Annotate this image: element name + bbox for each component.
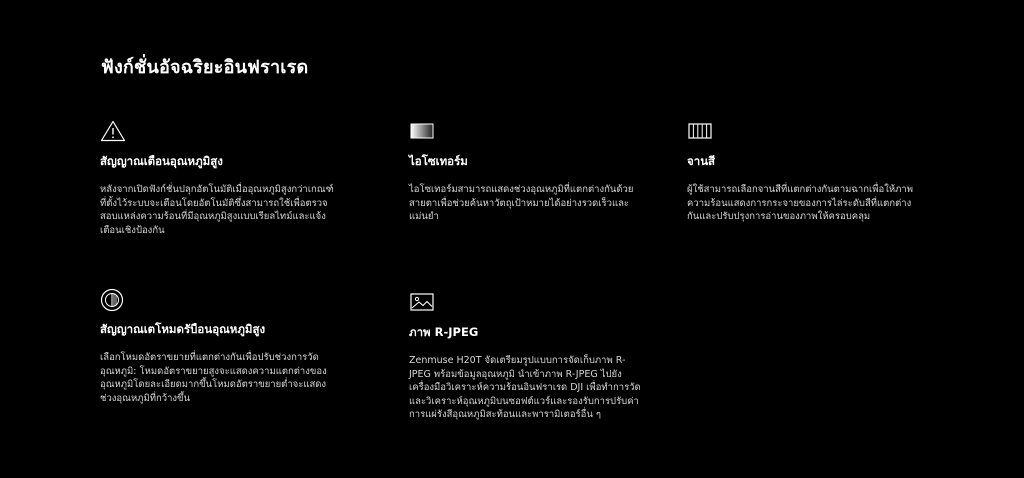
feature-title: ไอโซเทอร์ม: [409, 154, 468, 168]
image-icon: [409, 291, 659, 313]
gradient-icon: [409, 120, 659, 142]
feature-card-r-jpeg: [409, 291, 659, 422]
feature-title: จานสี: [687, 154, 716, 168]
feature-card-palette: [687, 120, 937, 224]
feature-description: เลือกโหมดอัตราขยายที่แตกต่างกันเพื่อปรับช่วงการวัดอุณหภูมิ: โหมดอัตราขยายสูงจะแสดงความแตกต่างของอุณหภูมิโดยละเอียดมากขึ้นโหมดอัตราขยายต่ำจะแสดงช่วงอุณหภูมิที่กว้างขึ้น: [100, 352, 327, 404]
page-title: ฟังก์ชั่นอัจฉริยะอินฟราเรด: [101, 57, 309, 78]
feature-card-high-temp-alarm: [100, 120, 350, 237]
feature-description: หลังจากเปิดฟังก์ชั่นปลุกอัตโนมัติเมื่ออุณหภูมิสูงกว่าเกณฑ์ที่ตั้งไว้ระบบจะเตือนโดยอัตโนมัติซึ่งสามารถใช้เพื่อตรวจสอบแหล่งความร้อนที่มีอุณหภูมิสูงแบบเรียลไทม์และแจ้งเตือนเชิงป้องกัน: [100, 184, 334, 236]
feature-title: สัญญาณเตโหมดรับือนอุณหภูมิสูง: [100, 322, 266, 336]
feature-card-gain-mode: [100, 288, 350, 405]
warning-icon: [100, 120, 350, 142]
feature-title: ภาพ R-JPEG: [409, 325, 479, 339]
feature-title: สัญญาณเตือนอุณหภูมิสูง: [100, 154, 223, 168]
feature-description: ผู้ใช้สามารถเลือกจานสีที่แตกต่างกันตามฉากเพื่อให้ภาพความร้อนแสดงการกระจายของการไล่ระดับสีที่แตกต่างกันและปรับปรุงการอ่านของภาพให้ครอบคลุม: [687, 184, 913, 222]
feature-description: ไอโซเทอร์มสามารถแสดงช่วงอุณหภูมิที่แตกต่างกันด้วยสายตาเพื่อช่วยค้นหาวัตถุเป้าหมายได้อย่างรวดเร็วและแม่นยำ: [409, 184, 634, 222]
feature-description: Zenmuse H20T จัดเตรียมรูปแบบการจัดเก็บภาพ R-JPEG พร้อมข้อมูลอุณหภูมิ นำเข้าภาพ R-JPEG ไปยังเครื่องมือวิเคราะห์ความร้อนอินฟราเรด DJI เพื่อทำการวัดและวิเคราะห์อุณหภูมิบนซอฟต์แวร์และรองรับการปรับค่าการแผ่รังสีอุณหภูมิสะท้อนและพารามิเตอร์อื่น ๆ: [409, 355, 641, 420]
feature-card-isotherm: [409, 120, 659, 224]
palette-icon: [687, 120, 937, 142]
gain-mode-icon: [100, 288, 350, 310]
